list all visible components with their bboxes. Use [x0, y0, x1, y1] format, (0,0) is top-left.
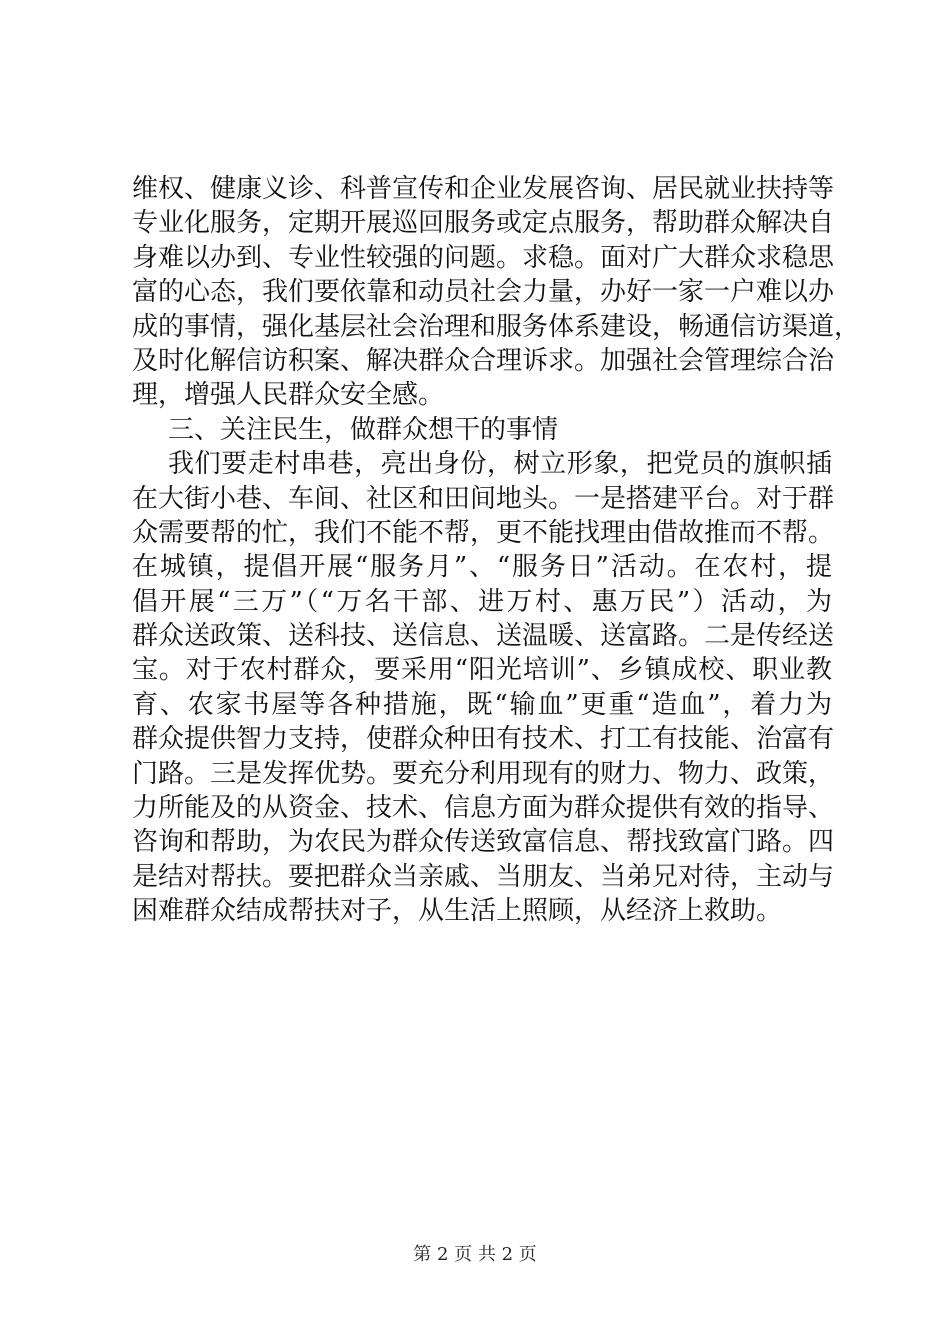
text-line: 咨询和帮助，为农民为群众传送致富信息、帮找致富门路。四 — [132, 827, 835, 858]
text-line: 倡开展“三万”（“万名干部、进万村、惠万民”）活动，为 — [132, 586, 832, 617]
text-line: 专业化服务，定期开展巡回服务或定点服务，帮助群众解决自 — [132, 208, 835, 239]
text-line: 富的心态，我们要依靠和动员社会力量，办好一家一户难以办 — [132, 277, 835, 308]
text-line: 力所能及的从资金、技术、信息方面为群众提供有效的指导、 — [132, 793, 835, 824]
text-line: 维权、健康义诊、科普宣传和企业发展咨询、居民就业扶持等 — [132, 174, 835, 204]
section-heading: 三、关注民生，做群众想干的事情 — [168, 414, 559, 445]
text-line: 众需要帮的忙，我们不能不帮，更不能找理由借故推而不帮。 — [132, 517, 835, 548]
body-text — [132, 172, 861, 929]
text-line: 理，增强人民群众安全感。 — [132, 380, 445, 411]
text-line: 门路。三是发挥优势。要充分利用现有的财力、物力、政策， — [132, 758, 835, 789]
page-number-footer: 第 2 页 共 2 页 — [413, 1244, 537, 1265]
text-line: 育、农家书屋等各种措施，既“输血”更重“造血”，着力为 — [132, 689, 832, 720]
text-line: 成的事情，强化基层社会治理和服务体系建设，畅通信访渠道， — [132, 311, 861, 342]
text-line: 在城镇，提倡开展“服务月”、“服务日”活动。在农村，提 — [132, 552, 832, 583]
text-line: 是结对帮扶。要把群众当亲戚、当朋友、当弟兄对待，主动与 — [132, 861, 835, 892]
text-line: 身难以办到、专业性较强的问题。求稳。面对广大群众求稳思 — [132, 242, 835, 273]
text-line: 群众送政策、送科技、送信息、送温暖、送富路。二是传经送 — [132, 621, 835, 652]
text-line: 在大街小巷、车间、社区和田间地头。一是搭建平台。对于群 — [132, 483, 835, 514]
text-line: 群众提供智力支持，使群众种田有技术、打工有技能、治富有 — [132, 724, 835, 755]
text-line: 困难群众结成帮扶对子，从生活上照顾，从经济上救助。 — [132, 896, 783, 927]
text-line: 及时化解信访积案、解决群众合理诉求。加强社会管理综合治 — [132, 345, 835, 376]
text-line: 宝。对于农村群众，要采用“阳光培训”、乡镇成校、职业教 — [132, 655, 832, 686]
text-line: 我们要走村串巷，亮出身份，树立形象，把党员的旗帜插 — [168, 449, 832, 480]
